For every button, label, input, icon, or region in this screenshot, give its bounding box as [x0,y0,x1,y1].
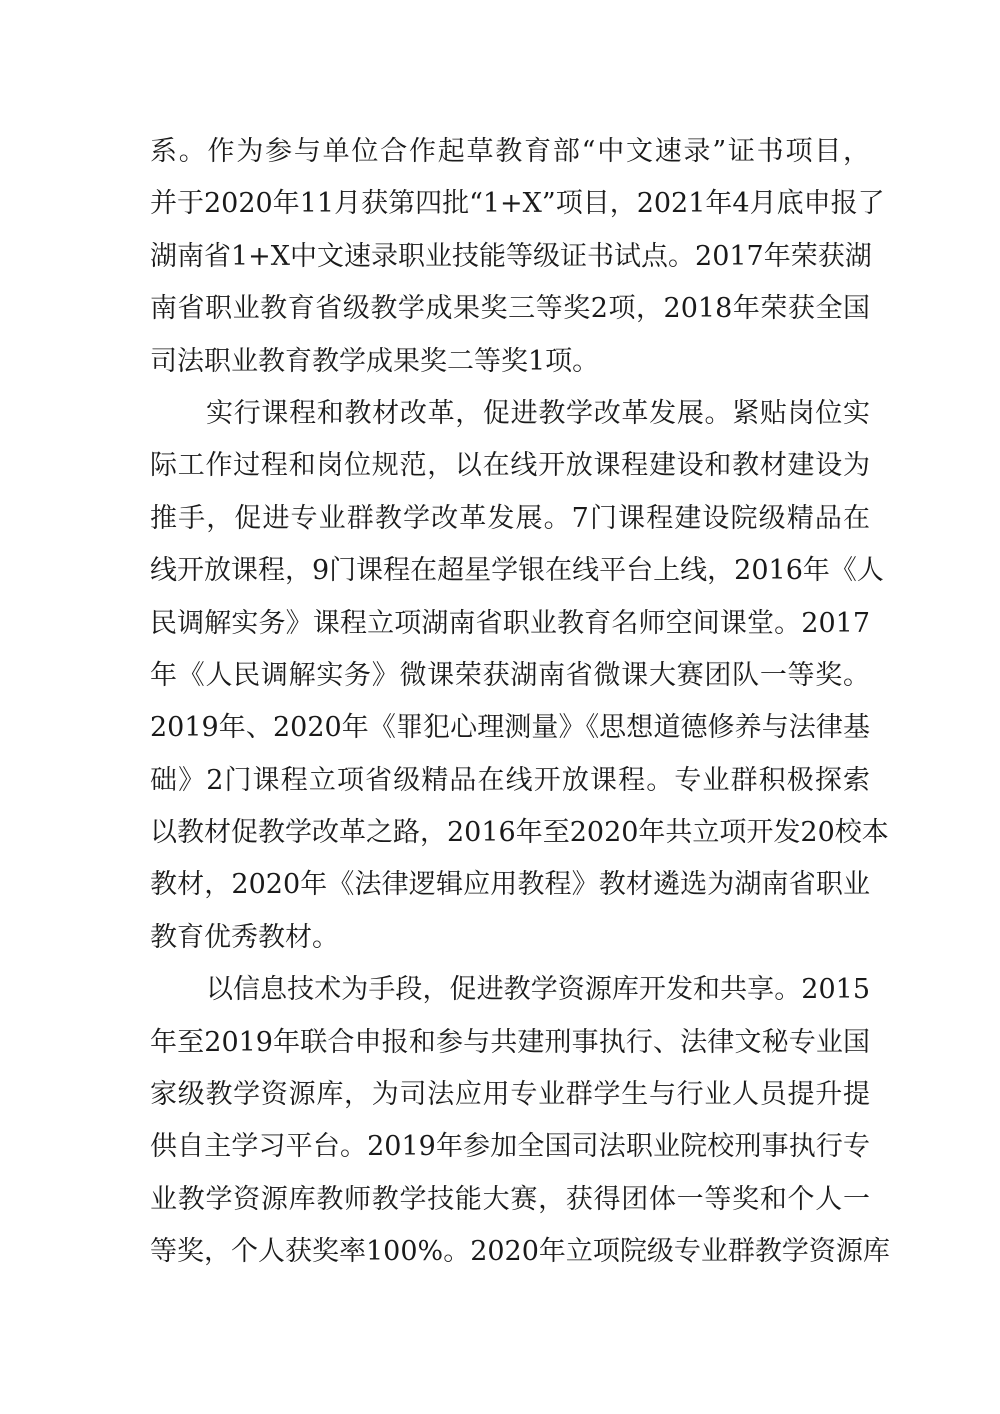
text-line: 实行课程和教材改革，促进教学改革发展。紧贴岗位实 [206,397,870,429]
text-line: 司法职业教育教学成果奖二等奖1项。 [150,345,600,377]
text-line: 以教材促教学改革之路，2016年至2020年共立项开发20校本 [150,817,889,849]
text-line: 供自主学习平台。2019年参加全国司法职业院校刑事执行专 [150,1131,870,1163]
text-line: 并于2020年11月获第四批“1+X”项目，2021年4月底申报了 [150,188,885,220]
paragraph-1 [150,126,885,388]
text-line: 年至2019年联合申报和参与共建刑事执行、法律文秘专业国 [150,1026,870,1058]
text-line: 湖南省1+X中文速录职业技能等级证书试点。2017年荣获湖 [150,240,872,272]
text-line: 2019年、2020年《罪犯心理测量》《思想道德修养与法律基 [150,712,870,744]
text-line: 教材，2020年《法律逻辑应用教程》教材遴选为湖南省职业 [150,869,870,901]
paragraph-2 [150,388,889,964]
text-line: 推手，促进专业群教学改革发展。7门课程建设院级精品在 [150,502,870,534]
text-line: 以信息技术为手段，促进教学资源库开发和共享。2015 [206,974,870,1006]
text-line: 线开放课程，9门课程在超星学银在线平台上线，2016年《人 [150,555,884,587]
text-line: 等奖，个人获奖率100%。2020年立项院级专业群教学资源库 [150,1236,890,1268]
text-line: 业教学资源库教师教学技能大赛，获得团体一等奖和个人一 [150,1183,870,1215]
text-line: 家级教学资源库，为司法应用专业群学生与行业人员提升提 [150,1079,870,1111]
text-line: 教育优秀教材。 [150,921,339,953]
text-line: 系。作为参与单位合作起草教育部“中文速录”证书项目， [150,136,870,167]
paragraph-3 [150,964,890,1278]
document-body [150,126,890,1279]
text-line: 民调解实务》课程立项湖南省职业教育名师空间课堂。2017 [150,607,870,639]
text-line: 年《人民调解实务》微课荣获湖南省微课大赛团队一等奖。 [150,659,870,691]
text-line: 际工作过程和岗位规范，以在线开放课程建设和教材建设为 [150,450,870,482]
text-line: 础》2门课程立项省级精品在线开放课程。专业群积极探索 [150,764,870,796]
text-line: 南省职业教育省级教学成果奖三等奖2项，2018年荣获全国 [150,293,870,325]
